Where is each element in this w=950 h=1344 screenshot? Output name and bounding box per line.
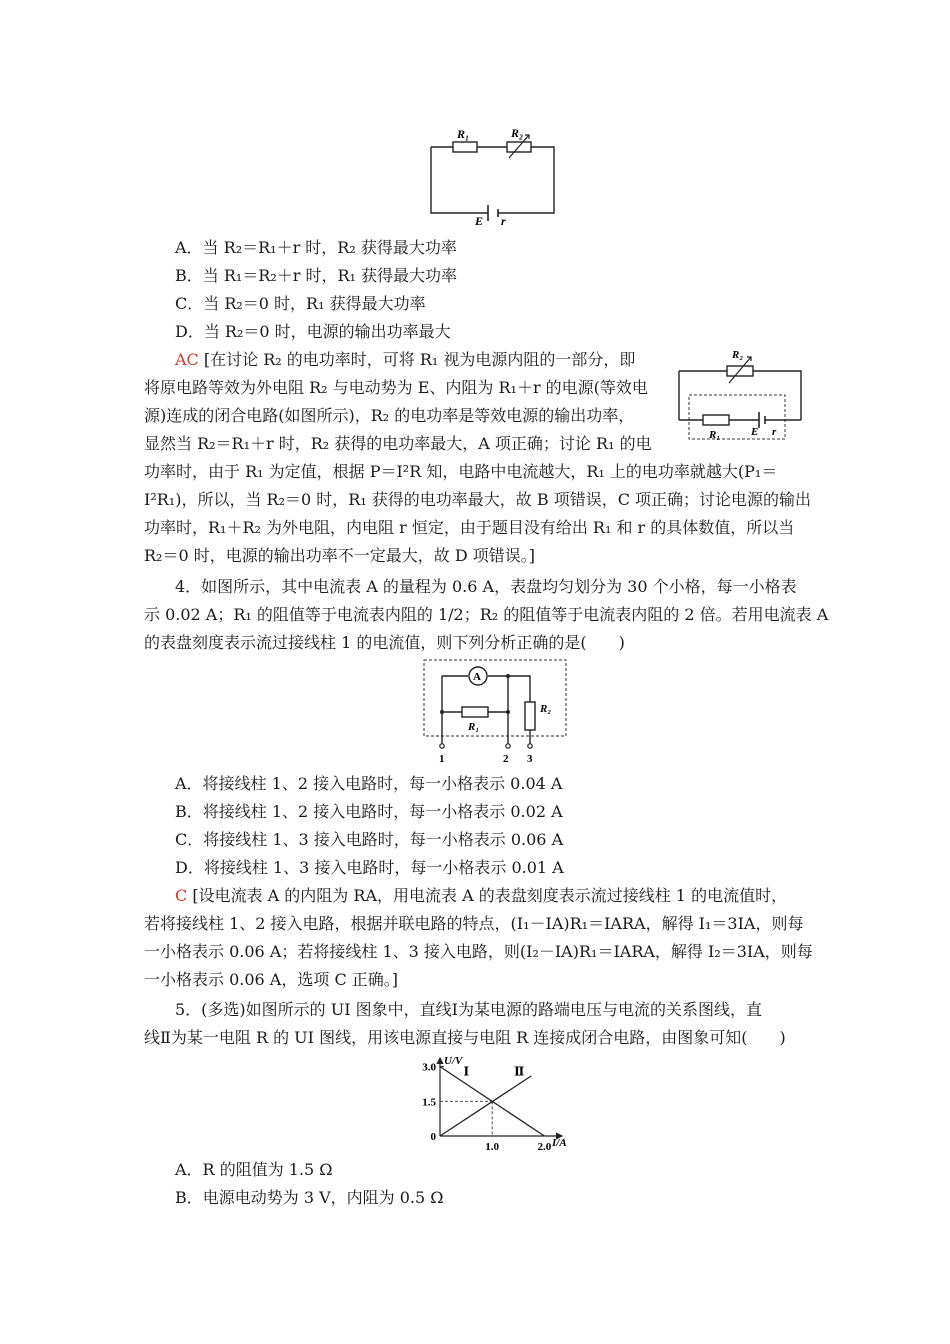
q3-option-b: B．当 R₁＝R₂＋r 时，R₁ 获得最大功率 xyxy=(175,266,458,285)
fig1-r1-label: R₁ xyxy=(457,127,470,141)
y-tick-label: 3.0 xyxy=(422,1061,436,1074)
fig1-r-label: r xyxy=(501,214,506,228)
q5-option-b: B．电源电动势为 3 V，内阻为 0.5 Ω xyxy=(175,1188,444,1207)
x-tick-label: 1.0 xyxy=(485,1141,500,1153)
q3-answer-line-7: 功率时，R₁＋R₂ 为外电阻，内电阻 r 恒定，由于题目没有给出 R₁ 和 r 的具体数值，所以当 xyxy=(144,518,795,537)
fig3-r2-label: R₂ xyxy=(540,703,552,715)
q4-option-a: A．将接线柱 1、2 接入电路时，每一小格表示 0.04 A xyxy=(175,774,563,793)
q5-stem-line-2: 线Ⅱ为某一电阻 R 的 UI 图线，用该电源直接与电阻 R 连接成闭合电路，由图象可知( ) xyxy=(144,1028,786,1047)
q3-option-a: A．当 R₂＝R₁＋r 时，R₂ 获得最大功率 xyxy=(175,238,457,257)
q4-stem-line-2: 示 0.02 A；R₁ 的阻值等于电流表内阻的 1/2；R₂ 的阻值等于电流表内阻的 2 倍。若用电流表 A xyxy=(144,605,829,624)
ui-graph xyxy=(410,1052,580,1154)
y-tick-label: 1.5 xyxy=(422,1096,436,1109)
q3-answer-line-1: AC [在讨论 R₂ 的电功率时，可将 R₁ 视为电源内阻的一部分，即 xyxy=(175,350,636,369)
fig3-r1-label: R₁ xyxy=(468,721,480,733)
circuit-figure-3 xyxy=(420,656,570,766)
circuit-figure-2 xyxy=(675,345,805,445)
fig3-terminal-3: 3 xyxy=(527,753,533,765)
fig3-terminal-2: 2 xyxy=(503,753,509,765)
series-label-1: Ⅰ xyxy=(463,1064,470,1079)
q5-option-a: A．R 的阻值为 1.5 Ω xyxy=(175,1160,333,1179)
fig2-r-label: r xyxy=(772,426,777,438)
q3-option-c: C．当 R₂＝0 时，R₁ 获得最大功率 xyxy=(175,294,426,313)
fig2-r1-label: R₁ xyxy=(709,429,721,441)
circuit-figure-1 xyxy=(425,125,560,230)
q4-stem-line-1: 4．如图所示，其中电流表 A 的量程为 0.6 A，表盘均匀划分为 30 个小格，每一小格表 xyxy=(175,577,797,596)
q4-answer-line-1: C [设电流表 A 的内阻为 RA，用电流表 A 的表盘刻度表示流过接线柱 1 的电流值时， xyxy=(175,886,788,905)
q3-answer-line-3: 源)连成的闭合电路(如图所示)，R₂ 的电功率是等效电源的输出功率， xyxy=(144,406,635,425)
fig3-terminal-1: 1 xyxy=(439,753,445,765)
y-axis-label: U/V xyxy=(444,1055,463,1067)
fig1-e-label: E xyxy=(475,214,484,228)
q4-answer-line-4: 一小格表示 0.06 A，选项 C 正确。] xyxy=(144,970,399,989)
q3-option-d: D．当 R₂＝0 时，电源的输出功率最大 xyxy=(175,322,451,341)
q3-answer-line-4: 显然当 R₂＝R₁＋r 时，R₂ 获得的电功率最大，A 项正确；讨论 R₁ 的电 xyxy=(144,434,652,453)
series-line-2 xyxy=(440,1076,531,1136)
x-axis-label: I/A xyxy=(552,1137,567,1149)
q4-option-d: D．将接线柱 1、3 接入电路时，每一小格表示 0.01 A xyxy=(175,858,564,877)
q4-answer-key: C xyxy=(175,886,188,905)
x-tick-label: 2.0 xyxy=(537,1141,552,1153)
series-label-2: Ⅱ xyxy=(514,1064,525,1079)
fig3-ammeter-label: A xyxy=(473,671,481,683)
q4-answer-line-3: 一小格表示 0.06 A；若将接线柱 1、3 接入电路，则(I₂－IA)R₁＝IARA，解得 I₂＝3IA，则每 xyxy=(144,942,813,961)
q5-stem-line-1: 5．(多选)如图所示的 UI 图象中，直线Ⅰ为某电源的路端电压与电流的关系图线，直 xyxy=(175,1000,762,1019)
fig2-e-label: E xyxy=(751,426,759,438)
q3-answer-line-2: 将原电路等效为外电阻 R₂ 与电动势为 E、内阻为 R₁＋r 的电源(等效电 xyxy=(144,378,648,397)
fig2-r2-label: R₂ xyxy=(732,349,744,361)
q3-answer-line-6: I²R₁)，所以，当 R₂＝0 时，R₁ 获得的电功率最大，故 B 项错误，C 项正确；讨论电源的输出 xyxy=(144,490,812,509)
q4-answer-line-2: 若将接线柱 1、2 接入电路，根据并联电路的特点，(I₁－IA)R₁＝IARA，解得 I₁＝3IA，则每 xyxy=(144,914,804,933)
q3-answer-line-8: R₂＝0 时，电源的输出功率不一定最大，故 D 项错误。] xyxy=(144,546,535,565)
y-tick-label: 0 xyxy=(430,1131,436,1143)
q3-answer-line-5: 功率时，由于 R₁ 为定值，根据 P＝I²R 知，电路中电流越大，R₁ 上的电功率就越大(P₁＝ xyxy=(144,462,778,481)
q3-answer-key: AC xyxy=(175,350,199,369)
q4-option-c: C．将接线柱 1、3 接入电路时，每一小格表示 0.06 A xyxy=(175,830,564,849)
fig1-r2-label: R₂ xyxy=(511,126,524,140)
q4-option-b: B．将接线柱 1、2 接入电路时，每一小格表示 0.02 A xyxy=(175,802,563,821)
q4-stem-line-3: 的表盘刻度表示流过接线柱 1 的电流值，则下列分析正确的是( ) xyxy=(144,633,625,652)
